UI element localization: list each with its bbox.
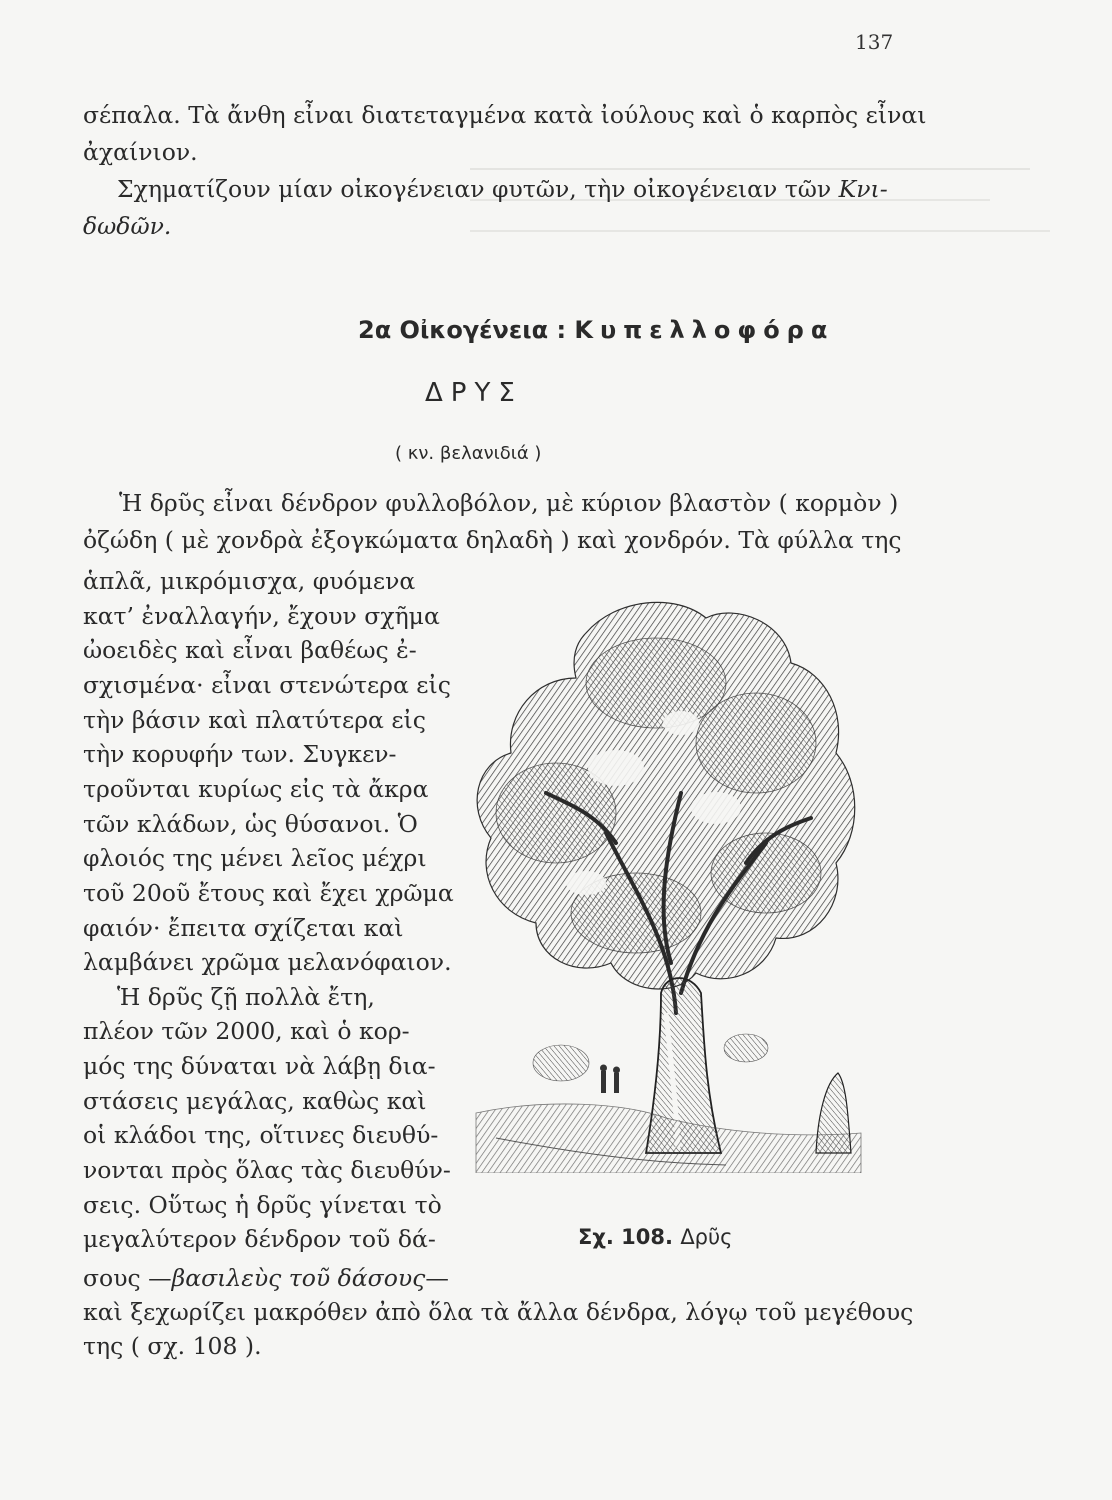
page-number: 137	[855, 30, 894, 54]
body-line-3: καὶ ξεχωρίζει μακρόθεν ἀπὸ ὅλα τὰ ἄλλα δένδρα, λόγῳ τοῦ μεγέθους	[83, 1298, 914, 1326]
intro-line-3	[117, 174, 888, 204]
intro-line-3-italic: Κνι-	[838, 175, 888, 203]
figure-caption	[578, 1225, 732, 1249]
body-narrow-line: τῶν κλάδων, ὡς θύσανοι. Ὁ	[83, 810, 418, 838]
body-narrow-line: τὴν κορυφήν των. Συγκεν-	[83, 740, 397, 768]
section-title: ΔΡΥΣ	[425, 378, 523, 408]
body-narrow-line: τροῦνται κυρίως εἰς τὰ ἄκρα	[83, 775, 429, 803]
narrow-last-prefix: σους —	[83, 1264, 172, 1292]
body-line-4: της ( σχ. 108 ).	[83, 1332, 262, 1360]
body-line-2: ὀζώδη ( μὲ χονδρὰ ἐξογκώματα δηλαδὴ ) καὶ χονδρόν. Τὰ φύλλα της	[83, 526, 902, 554]
intro-line-1: σέπαλα. Τὰ ἄνθη εἶναι διατεταγμένα κατὰ ἰούλους καὶ ὁ καρπὸς εἶναι	[83, 101, 927, 129]
body-line-1: Ἡ δρῦς εἶναι δένδρον φυλλοβόλον, μὲ κύριον βλαστὸν ( κορμὸν )	[119, 489, 899, 517]
body-narrow-line: Ἡ δρῦς ζῇ πολλὰ ἔτη,	[117, 983, 375, 1011]
intro-line-4: δωδῶν.	[83, 212, 172, 240]
body-narrow-line: μός της δύναται νὰ λάβῃ δια-	[83, 1052, 436, 1080]
body-narrow-line: σεις. Οὕτως ἡ δρῦς γίνεται τὸ	[83, 1191, 442, 1219]
oak-tree-illustration	[466, 593, 868, 1173]
body-narrow-line: πλέον τῶν 2000, καὶ ὁ κορ-	[83, 1017, 410, 1045]
body-narrow-last	[83, 1263, 449, 1293]
intro-line-2: ἀχαίνιον.	[83, 138, 198, 166]
narrow-last-suffix: —	[425, 1264, 449, 1292]
body-narrow-line: φλοιός της μένει λεῖος μέχρι	[83, 844, 427, 872]
narrow-last-italic: βασιλεὺς τοῦ δάσους	[171, 1264, 426, 1292]
body-narrow-line: τοῦ 20οῦ ἔτους καὶ ἔχει χρῶμα	[83, 879, 454, 907]
family-heading-prefix: 2α Οἰκογένεια :	[358, 316, 567, 344]
body-narrow-line: νονται πρὸς ὅλας τὰς διευθύν-	[83, 1156, 451, 1184]
body-narrow-line: ἁπλᾶ, μικρόμισχα, φυόμενα	[83, 567, 416, 595]
family-heading-name: Κυπελλοφόρα	[574, 316, 835, 344]
figure-caption-name: Δρῦς	[680, 1225, 733, 1249]
bleed-through-texture	[470, 150, 1070, 261]
body-narrow-line: λαμβάνει χρῶμα μελανόφαιον.	[83, 948, 452, 976]
figure-caption-label: Σχ. 108.	[578, 1225, 673, 1249]
body-narrow-line: τὴν βάσιν καὶ πλατύτερα εἰς	[83, 706, 426, 734]
body-narrow-line: σχισμένα· εἶναι στενώτερα εἰς	[83, 671, 451, 699]
body-narrow-line: φαιόν· ἔπειτα σχίζεται καὶ	[83, 914, 404, 942]
body-narrow-line: μεγαλύτερον δένδρον τοῦ δά-	[83, 1225, 436, 1253]
body-narrow-line: στάσεις μεγάλας, καθὼς καὶ	[83, 1087, 427, 1115]
family-heading	[358, 316, 834, 344]
section-subtitle: ( κν. βελανιδιά )	[395, 443, 542, 464]
body-narrow-line: οἱ κλάδοι της, οἵτινες διευθύ-	[83, 1121, 439, 1149]
body-narrow-line: κατ’ ἐναλλαγήν, ἔχουν σχῆμα	[83, 602, 440, 630]
intro-line-3-text: Σχηματίζουν μίαν οἰκογένειαν φυτῶν, τὴν οἰκογένειαν τῶν	[117, 175, 832, 203]
body-narrow-line: ὠοειδὲς καὶ εἶναι βαθέως ἐ-	[83, 636, 417, 664]
